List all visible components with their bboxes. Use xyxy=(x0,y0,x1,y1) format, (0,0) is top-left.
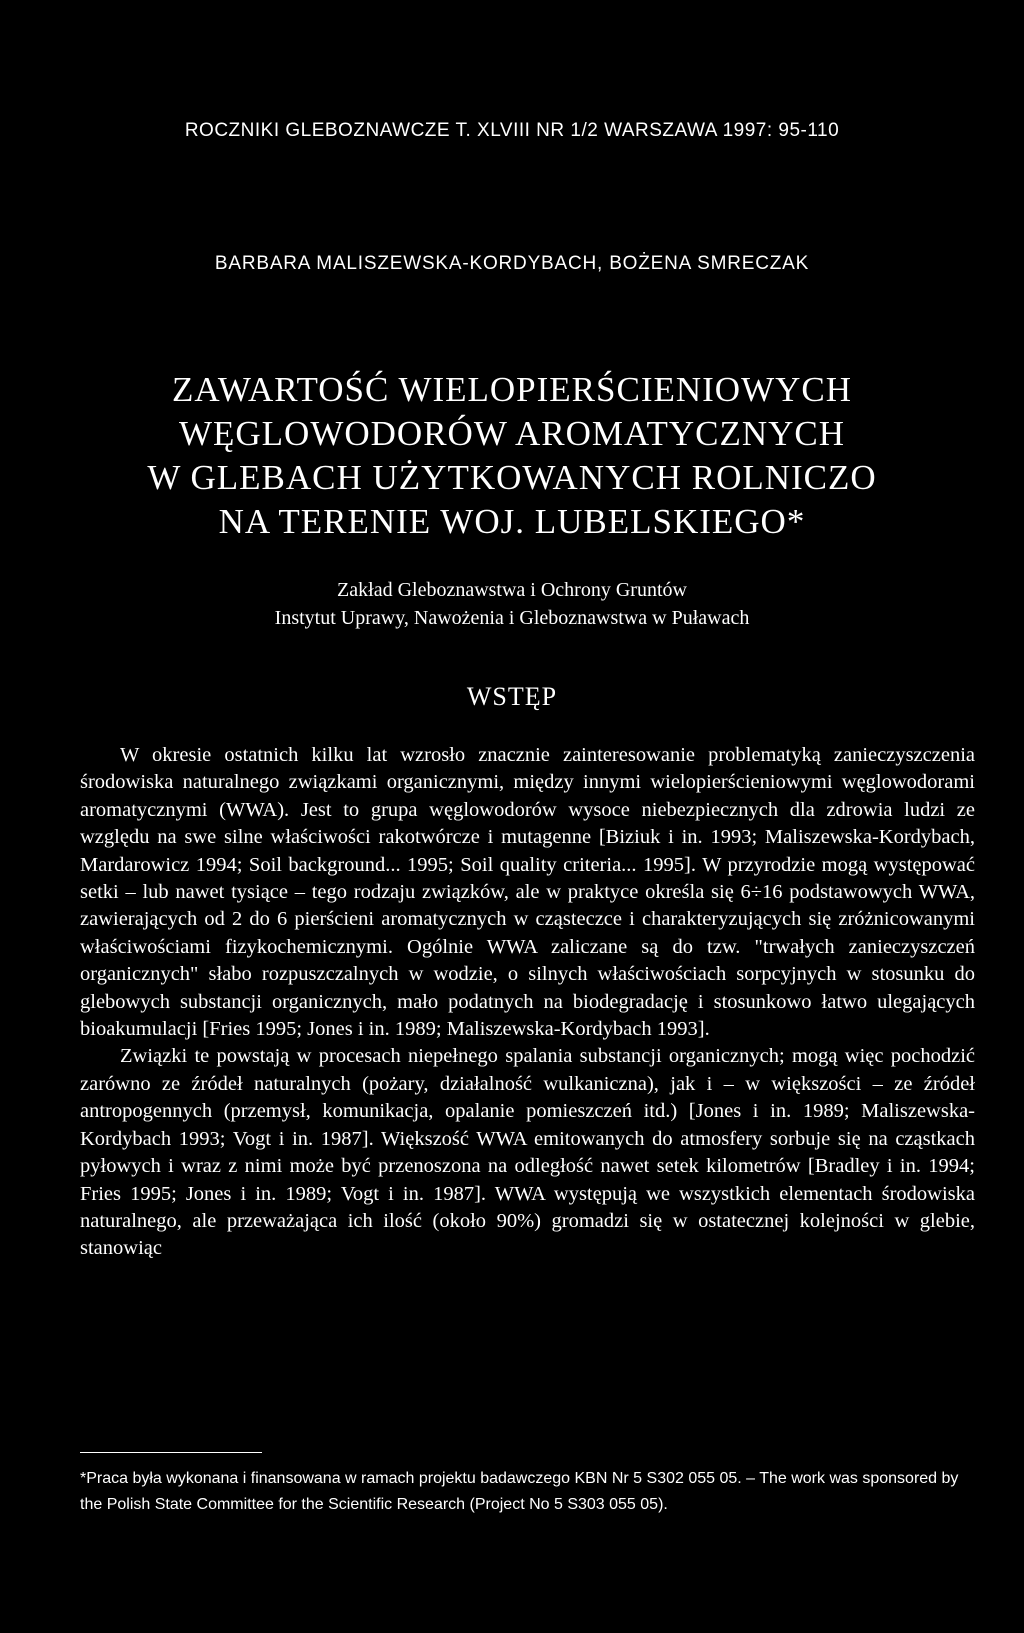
affiliation-institute: Instytut Uprawy, Nawożenia i Gleboznawstwa w Puławach xyxy=(274,607,750,629)
title-line: W GLEBACH UŻYTKOWANYCH ROLNICZO xyxy=(147,458,877,497)
affiliation xyxy=(0,576,1024,632)
body-text xyxy=(80,742,975,1263)
paper-title xyxy=(0,368,1024,544)
footnote-divider xyxy=(80,1452,262,1453)
paragraph: W okresie ostatnich kilku lat wzrosło znacznie zainteresowanie problematyką zanieczyszczenia środowiska naturalnego związkami organicznymi, między innymi wielopierścieniowymi węglowodorami aromatycznymi (WWA). Jest to grupa węglowodorów wysoce niebezpiecznych dla zdrowia ludzi ze względu na swe silne właściwości rakotwórcze i mutagenne [Biziuk i in. 1993; Maliszewska-Kordybach, Mardarowicz 1994; Soil background... 1995; Soil quality criteria... 1995]. W przyrodzie mogą występować setki – lub nawet tysiące – tego rodzaju związków, ale w praktyce określa się 6÷16 podstawowych WWA, zawierających od 2 do 6 pierścieni aromatycznych w cząsteczce i charakteryzujących się zróżnicowanymi właściwościami fizykochemicznymi. Ogólnie WWA zaliczane są do tzw. "trwałych zanieczyszczeń organicznych" słabo rozpuszczalnych w wodzie, o silnych właściwościach sorpcyjnych w stosunku do glebowych substancji organicznych, mało podatnych na biodegradację i stosunkowo łatwo ulegających bioakumulacji [Fries 1995; Jones i in. 1989; Maliszewska-Kordybach 1993]. xyxy=(80,744,975,1041)
journal-header: ROCZNIKI GLEBOZNAWCZE T. XLVIII NR 1/2 WARSZAWA 1997: 95-110 xyxy=(184,120,840,141)
title-line: NA TERENIE WOJ. LUBELSKIEGO* xyxy=(218,502,806,541)
section-heading: WSTĘP xyxy=(466,682,558,711)
title-line: WĘGLOWODORÓW AROMATYCZNYCH xyxy=(178,414,845,453)
footnote: *Praca była wykonana i finansowana w ramach projektu badawczego KBN Nr 5 S302 055 05. – The work was sponsored by the Polish State Committee for the Scientific Research (Project No 5 S303 055 05). xyxy=(80,1470,959,1513)
author-list: BARBARA MALISZEWSKA-KORDYBACH, BOŻENA SMRECZAK xyxy=(214,253,810,274)
affiliation-department: Zakład Gleboznawstwa i Ochrony Gruntów xyxy=(337,579,687,601)
paragraph: Związki te powstają w procesach niepełnego spalania substancji organicznych; mogą więc pochodzić zarówno ze źródeł naturalnych (pożary, działalność wulkaniczna), jak i – w większości – ze źródeł antropogennych (przemysł, komunikacja, opalanie pomieszczeń itd.) [Jones i in. 1989; Maliszewska-Kordybach 1993; Vogt i in. 1987]. Większość WWA emitowanych do atmosfery sorbuje się na cząstkach pyłowych i wraz z nimi może być przenoszona na odległość nawet setek kilometrów [Bradley i in. 1994; Fries 1995; Jones i in. 1989; Vogt i in. 1987]. WWA występują we wszystkich elementach środowiska naturalnego, ale przeważająca ich ilość (około 90%) gromadzi się w ostatecznej kolejności w glebie, stanowiąc xyxy=(80,1045,975,1260)
title-line: ZAWARTOŚĆ WIELOPIERŚCIENIOWYCH xyxy=(171,370,853,409)
